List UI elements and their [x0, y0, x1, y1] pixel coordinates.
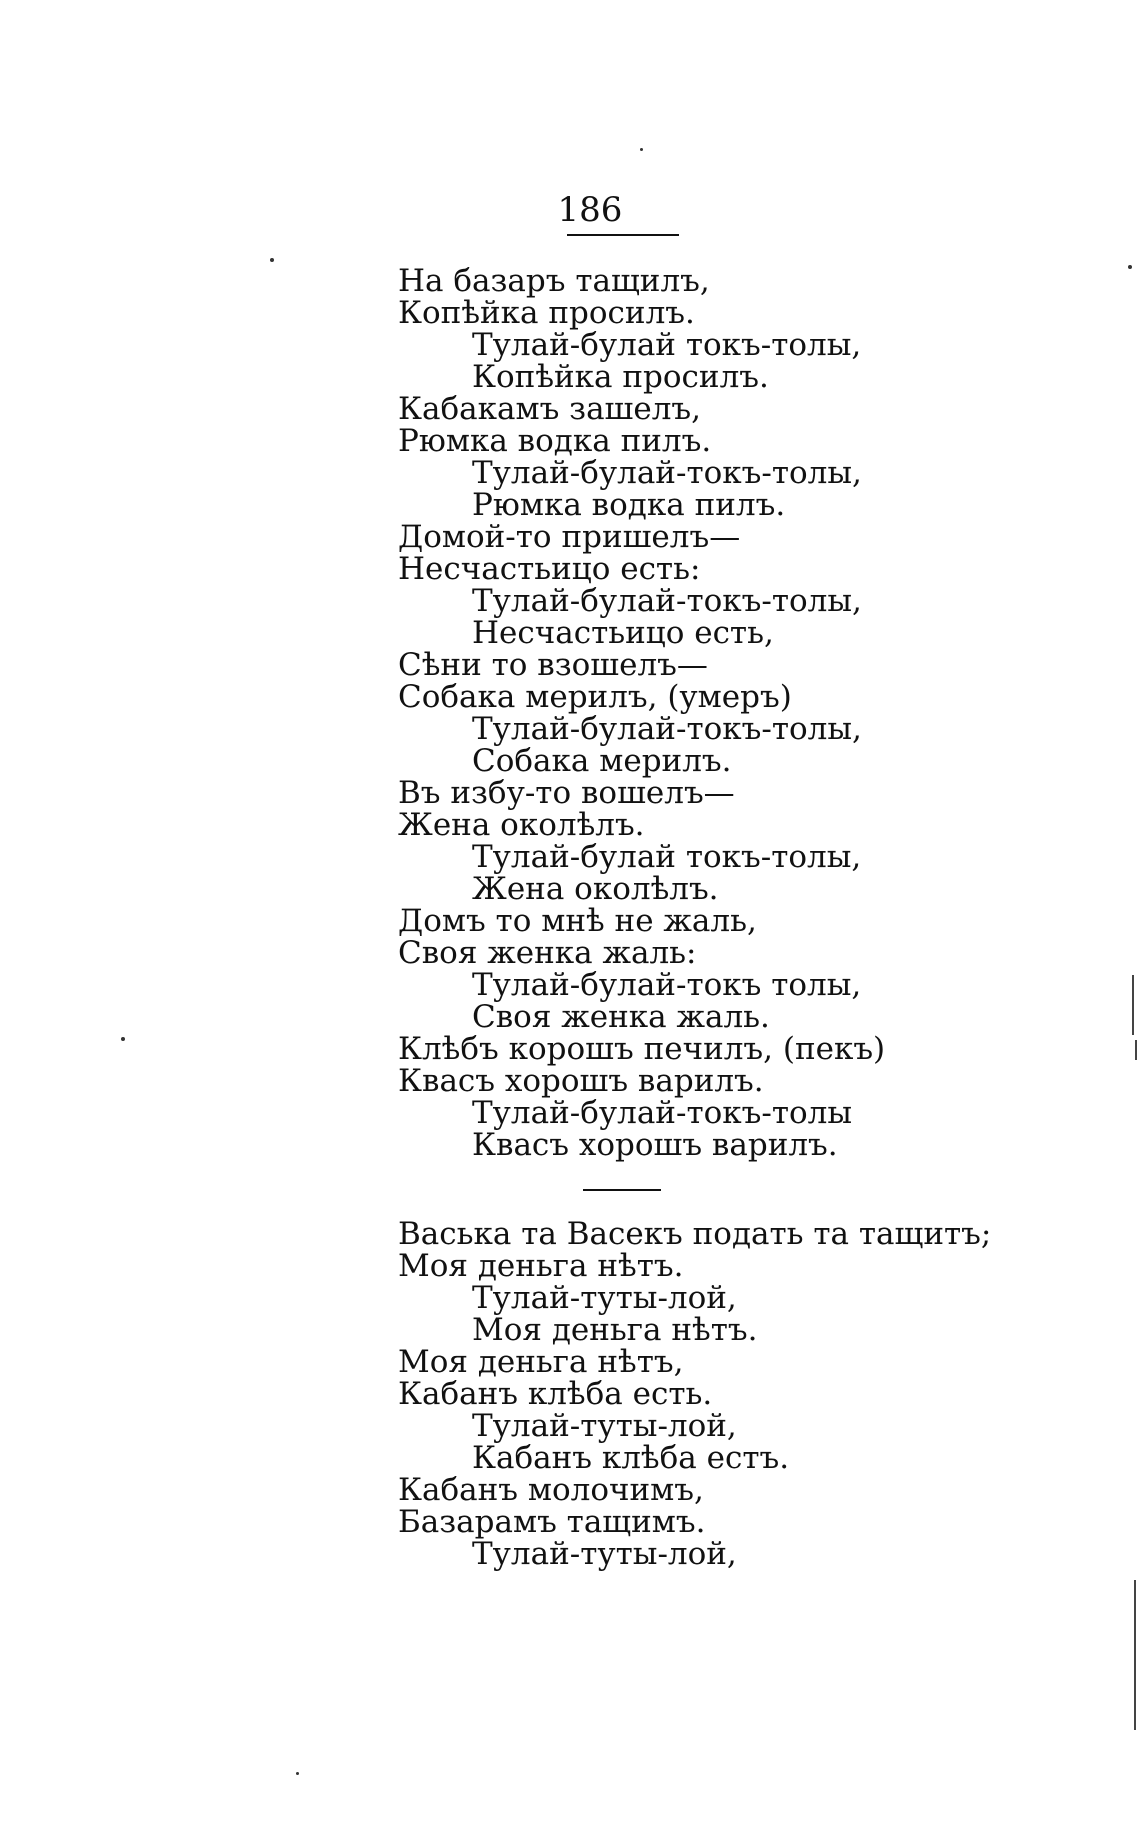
poem-two: [398, 1218, 1048, 1570]
refrain-line: Несчастьицо есть,: [472, 615, 774, 651]
verse-line: Копѣйка просилъ.: [398, 295, 695, 331]
verse-line: Моя деньга нѣтъ.: [398, 1248, 684, 1284]
refrain-line: Тулай-булай токъ-толы,: [472, 839, 862, 875]
refrain-line: Тулай-булай-токъ-толы,: [472, 583, 862, 619]
refrain-line: Рюмка водка пилъ.: [472, 487, 786, 523]
refrain-line: Тулай-булай-токъ толы,: [472, 967, 862, 1003]
scan-edge-mark: [1135, 1040, 1137, 1060]
refrain-line: Тулай-туты-лой,: [472, 1536, 737, 1572]
refrain-line: Тулай-булай-токъ-толы,: [472, 711, 862, 747]
header-rule: [567, 234, 679, 236]
refrain-line: Моя деньга нѣтъ.: [472, 1312, 758, 1348]
scan-speck: [640, 148, 643, 151]
refrain-line: Тулай-булай-токъ-толы: [472, 1095, 853, 1131]
verse-line: Моя деньга нѣтъ,: [398, 1344, 684, 1380]
refrain-line: Своя женка жаль.: [472, 999, 770, 1035]
section-divider: [583, 1189, 661, 1191]
scan-speck: [296, 1772, 299, 1775]
scan-speck: [270, 258, 274, 262]
verse-line: Васька та Васекъ подать та тащитъ;: [398, 1216, 992, 1252]
verse-line: На базаръ тащилъ,: [398, 263, 710, 299]
refrain-line: Тулай-булай токъ-толы,: [472, 327, 862, 363]
page-number: 186: [557, 190, 623, 230]
verse-line: Квасъ хорошъ варилъ.: [398, 1063, 764, 1099]
refrain-line: Собака мерилъ.: [472, 743, 732, 779]
verse-line: Своя женка жаль:: [398, 935, 697, 971]
refrain-line: Копѣйка просилъ.: [472, 359, 769, 395]
scan-edge-mark: [1132, 975, 1134, 1035]
verse-line: Домой-то пришелъ—: [398, 519, 741, 555]
verse-line: Кабанъ молочимъ,: [398, 1472, 704, 1508]
verse-line: Кабакамъ зашелъ,: [398, 391, 701, 427]
verse-line: Кабанъ клѣба есть.: [398, 1376, 713, 1412]
verse-line: Жена околѣлъ.: [398, 807, 645, 843]
verse-line: Въ избу-то вошелъ—: [398, 775, 735, 811]
verse-line: Несчастьицо есть:: [398, 551, 701, 587]
refrain-line: Тулай-булай-токъ-толы,: [472, 455, 862, 491]
verse-line: Собака мерилъ, (умеръ): [398, 679, 792, 715]
scan-edge-mark: [1134, 1580, 1136, 1730]
scan-speck: [121, 1037, 125, 1041]
scan-speck: [1128, 265, 1132, 269]
verse-line: Базарамъ тащимъ.: [398, 1504, 706, 1540]
poem-one: [398, 265, 1048, 1161]
verse-line: Рюмка водка пилъ.: [398, 423, 712, 459]
refrain-line: Кабанъ клѣба естъ.: [472, 1440, 790, 1476]
refrain-line: Жена околѣлъ.: [472, 871, 719, 907]
verse-line: Домъ то мнѣ не жаль,: [398, 903, 757, 939]
verse-line: Клѣбъ корошъ печилъ, (пекъ): [398, 1031, 886, 1067]
refrain-line: Тулай-туты-лой,: [472, 1280, 737, 1316]
refrain-line: Квасъ хорошъ варилъ.: [472, 1127, 838, 1163]
refrain-line: Тулай-туты-лой,: [472, 1408, 737, 1444]
verse-line: Сѣни то взошелъ—: [398, 647, 708, 683]
